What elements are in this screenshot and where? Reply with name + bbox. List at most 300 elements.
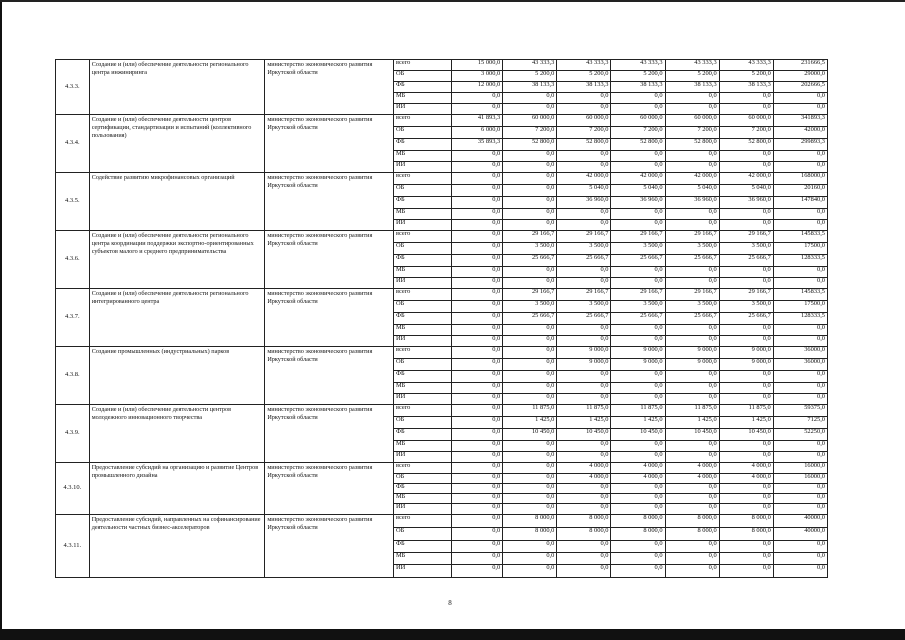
amount-cell: 0,0	[452, 553, 503, 565]
funding-source: ИИ	[393, 336, 451, 347]
funding-source: ОБ	[393, 243, 451, 255]
amount-cell: 0,0	[503, 553, 557, 565]
amount-cell: 8 000,0	[665, 528, 719, 541]
amount-cell: 3 500,0	[665, 301, 719, 313]
amount-cell: 9 000,0	[665, 347, 719, 359]
amount-cell: 0,0	[611, 278, 665, 289]
funding-source: ИИ	[393, 394, 451, 405]
amount-cell: 0,0	[665, 267, 719, 278]
amount-cell: 5 040,0	[719, 185, 773, 197]
amount-cell: 0,0	[611, 220, 665, 231]
total-cell: 145833,5	[773, 289, 827, 301]
amount-cell: 10 450,0	[719, 429, 773, 441]
total-cell: 42000,0	[773, 127, 827, 139]
amount-cell: 7 200,0	[719, 127, 773, 139]
amount-cell: 38 133,3	[503, 82, 557, 93]
total-cell: 17500,0	[773, 301, 827, 313]
amount-cell: 0,0	[503, 452, 557, 463]
total-cell: 0,0	[773, 565, 827, 578]
funding-source: ФБ	[393, 429, 451, 441]
total-cell: 20160,0	[773, 185, 827, 197]
amount-cell: 0,0	[665, 93, 719, 104]
amount-cell: 0,0	[557, 553, 611, 565]
amount-cell: 0,0	[503, 267, 557, 278]
amount-cell: 0,0	[452, 474, 503, 484]
item-number: 4.3.5.	[56, 173, 90, 231]
item-number: 4.3.11.	[56, 515, 90, 578]
funding-source: всего	[393, 115, 451, 127]
total-cell: 231666,5	[773, 60, 827, 71]
amount-cell: 0,0	[557, 336, 611, 347]
amount-cell: 10 450,0	[611, 429, 665, 441]
funding-source: ИИ	[393, 162, 451, 173]
funding-source: всего	[393, 347, 451, 359]
amount-cell: 38 133,3	[665, 82, 719, 93]
amount-cell: 0,0	[557, 494, 611, 504]
amount-cell: 8 000,0	[503, 528, 557, 541]
total-cell: 341893,3	[773, 115, 827, 127]
amount-cell: 0,0	[452, 347, 503, 359]
funding-source: ОБ	[393, 528, 451, 541]
amount-cell: 0,0	[503, 394, 557, 405]
amount-cell: 0,0	[719, 162, 773, 173]
amount-cell: 8 000,0	[719, 515, 773, 528]
amount-cell: 0,0	[452, 429, 503, 441]
total-cell: 128333,5	[773, 313, 827, 325]
amount-cell: 0,0	[719, 541, 773, 553]
amount-cell: 0,0	[557, 452, 611, 463]
amount-cell: 0,0	[452, 162, 503, 173]
amount-cell: 0,0	[557, 441, 611, 452]
amount-cell: 3 500,0	[719, 301, 773, 313]
funding-source: ИИ	[393, 504, 451, 515]
funding-source: ОБ	[393, 71, 451, 82]
table-row	[56, 60, 828, 71]
amount-cell: 11 875,0	[503, 405, 557, 417]
amount-cell: 0,0	[665, 565, 719, 578]
amount-cell: 0,0	[557, 383, 611, 394]
amount-cell: 4 000,0	[611, 474, 665, 484]
amount-cell: 0,0	[452, 220, 503, 231]
amount-cell: 0,0	[503, 484, 557, 494]
amount-cell: 3 500,0	[503, 301, 557, 313]
amount-cell: 0,0	[611, 267, 665, 278]
amount-cell: 1 425,0	[503, 417, 557, 429]
amount-cell: 38 133,3	[719, 82, 773, 93]
amount-cell: 29 166,7	[719, 289, 773, 301]
funding-source: всего	[393, 289, 451, 301]
amount-cell: 0,0	[557, 504, 611, 515]
amount-cell: 5 040,0	[665, 185, 719, 197]
amount-cell: 0,0	[557, 209, 611, 220]
amount-cell: 29 166,7	[611, 231, 665, 243]
amount-cell: 0,0	[452, 93, 503, 104]
amount-cell: 0,0	[452, 515, 503, 528]
total-cell: 0,0	[773, 553, 827, 565]
total-cell: 0,0	[773, 267, 827, 278]
amount-cell: 0,0	[611, 494, 665, 504]
amount-cell: 0,0	[665, 441, 719, 452]
amount-cell: 0,0	[611, 336, 665, 347]
measure-name: Предоставление субсидий на организацию и развитие Центров промышленного дизайна	[89, 463, 265, 515]
amount-cell: 0,0	[452, 336, 503, 347]
table-row	[56, 289, 828, 301]
funding-source: ИИ	[393, 565, 451, 578]
amount-cell: 0,0	[611, 371, 665, 383]
amount-cell: 1 425,0	[611, 417, 665, 429]
executor: министерство экономического развития Иркутской области	[265, 347, 394, 405]
funding-source: ФБ	[393, 541, 451, 553]
amount-cell: 4 000,0	[557, 474, 611, 484]
amount-cell: 0,0	[557, 151, 611, 162]
amount-cell: 0,0	[665, 553, 719, 565]
amount-cell: 5 200,0	[719, 71, 773, 82]
amount-cell: 12 000,0	[452, 82, 503, 93]
amount-cell: 1 425,0	[719, 417, 773, 429]
amount-cell: 0,0	[557, 484, 611, 494]
amount-cell: 8 000,0	[611, 515, 665, 528]
amount-cell: 3 500,0	[557, 301, 611, 313]
amount-cell: 0,0	[557, 565, 611, 578]
item-number: 4.3.3.	[56, 60, 90, 115]
amount-cell: 43 333,3	[557, 60, 611, 71]
amount-cell: 0,0	[452, 417, 503, 429]
funding-source: ФБ	[393, 139, 451, 151]
amount-cell: 11 875,0	[557, 405, 611, 417]
amount-cell: 7 200,0	[611, 127, 665, 139]
amount-cell: 5 040,0	[611, 185, 665, 197]
amount-cell: 6 000,0	[452, 127, 503, 139]
amount-cell: 0,0	[611, 104, 665, 115]
amount-cell: 29 166,7	[665, 231, 719, 243]
amount-cell: 0,0	[611, 394, 665, 405]
amount-cell: 0,0	[452, 394, 503, 405]
amount-cell: 5 200,0	[665, 71, 719, 82]
amount-cell: 0,0	[665, 209, 719, 220]
amount-cell: 0,0	[452, 173, 503, 185]
total-cell: 40000,0	[773, 528, 827, 541]
measure-name: Создание промышленных (индустриальных) парков	[89, 347, 265, 405]
table-row	[56, 173, 828, 185]
amount-cell: 52 800,0	[719, 139, 773, 151]
scan-bottom-edge	[0, 629, 905, 640]
amount-cell: 0,0	[719, 104, 773, 115]
amount-cell: 43 333,3	[611, 60, 665, 71]
amount-cell: 42 000,0	[719, 173, 773, 185]
amount-cell: 0,0	[719, 441, 773, 452]
amount-cell: 0,0	[452, 243, 503, 255]
amount-cell: 0,0	[452, 255, 503, 267]
amount-cell: 0,0	[719, 504, 773, 515]
funding-source: всего	[393, 463, 451, 474]
amount-cell: 0,0	[719, 394, 773, 405]
amount-cell: 0,0	[503, 278, 557, 289]
amount-cell: 0,0	[557, 541, 611, 553]
amount-cell: 0,0	[503, 371, 557, 383]
total-cell: 29000,0	[773, 71, 827, 82]
funding-source: ОБ	[393, 127, 451, 139]
total-cell: 7125,0	[773, 417, 827, 429]
amount-cell: 0,0	[557, 220, 611, 231]
funding-source: МБ	[393, 553, 451, 565]
amount-cell: 0,0	[611, 162, 665, 173]
amount-cell: 0,0	[452, 301, 503, 313]
amount-cell: 15 000,0	[452, 60, 503, 71]
amount-cell: 0,0	[452, 185, 503, 197]
amount-cell: 60 000,0	[557, 115, 611, 127]
amount-cell: 0,0	[557, 104, 611, 115]
amount-cell: 0,0	[611, 93, 665, 104]
total-cell: 0,0	[773, 325, 827, 336]
total-cell: 0,0	[773, 541, 827, 553]
amount-cell: 0,0	[665, 104, 719, 115]
amount-cell: 25 666,7	[611, 255, 665, 267]
amount-cell: 1 425,0	[557, 417, 611, 429]
funding-source: МБ	[393, 383, 451, 394]
amount-cell: 0,0	[503, 463, 557, 474]
funding-source: ФБ	[393, 484, 451, 494]
amount-cell: 0,0	[503, 494, 557, 504]
amount-cell: 0,0	[452, 504, 503, 515]
measure-name: Создание и (или) обеспечение деятельности центров сертификации, стандартизации и испытаний (коллективного пользования)	[89, 115, 265, 173]
amount-cell: 4 000,0	[557, 463, 611, 474]
amount-cell: 52 800,0	[611, 139, 665, 151]
amount-cell: 0,0	[452, 359, 503, 371]
item-number: 4.3.8.	[56, 347, 90, 405]
amount-cell: 29 166,7	[503, 289, 557, 301]
amount-cell: 0,0	[665, 278, 719, 289]
measure-name: Создание и (или) обеспечение деятельности регионального центра инжиниринга	[89, 60, 265, 115]
amount-cell: 25 666,7	[557, 313, 611, 325]
amount-cell: 8 000,0	[557, 515, 611, 528]
amount-cell: 0,0	[719, 371, 773, 383]
total-cell: 17500,0	[773, 243, 827, 255]
amount-cell: 9 000,0	[611, 359, 665, 371]
amount-cell: 25 666,7	[719, 255, 773, 267]
amount-cell: 25 666,7	[503, 255, 557, 267]
amount-cell: 5 200,0	[611, 71, 665, 82]
amount-cell: 0,0	[503, 209, 557, 220]
funding-source: ФБ	[393, 82, 451, 93]
funding-source: ИИ	[393, 452, 451, 463]
executor: министерство экономического развития Иркутской области	[265, 463, 394, 515]
total-cell: 299893,3	[773, 139, 827, 151]
total-cell: 0,0	[773, 220, 827, 231]
amount-cell: 0,0	[611, 209, 665, 220]
amount-cell: 0,0	[503, 359, 557, 371]
amount-cell: 0,0	[452, 565, 503, 578]
amount-cell: 0,0	[452, 494, 503, 504]
executor: министерство экономического развития Иркутской области	[265, 60, 394, 115]
amount-cell: 0,0	[452, 151, 503, 162]
amount-cell: 0,0	[503, 151, 557, 162]
measure-name: Предоставление субсидий, направленных на софинансирование деятельности частных бизнес-акселераторов	[89, 515, 265, 578]
amount-cell: 0,0	[665, 504, 719, 515]
total-cell: 145833,5	[773, 231, 827, 243]
table-row	[56, 115, 828, 127]
amount-cell: 52 800,0	[665, 139, 719, 151]
amount-cell: 0,0	[665, 494, 719, 504]
funding-source: МБ	[393, 267, 451, 278]
amount-cell: 0,0	[503, 441, 557, 452]
funding-source: МБ	[393, 151, 451, 162]
amount-cell: 0,0	[503, 325, 557, 336]
amount-cell: 9 000,0	[719, 359, 773, 371]
amount-cell: 0,0	[719, 383, 773, 394]
amount-cell: 0,0	[665, 220, 719, 231]
amount-cell: 9 000,0	[557, 347, 611, 359]
amount-cell: 7 200,0	[665, 127, 719, 139]
amount-cell: 9 000,0	[665, 359, 719, 371]
amount-cell: 38 133,3	[557, 82, 611, 93]
amount-cell: 41 893,3	[452, 115, 503, 127]
amount-cell: 3 500,0	[503, 243, 557, 255]
amount-cell: 0,0	[503, 541, 557, 553]
amount-cell: 42 000,0	[611, 173, 665, 185]
amount-cell: 3 500,0	[665, 243, 719, 255]
measure-name: Создание и (или) обеспечение деятельности центров молодежного инновационного творчества	[89, 405, 265, 463]
amount-cell: 0,0	[719, 565, 773, 578]
amount-cell: 25 666,7	[503, 313, 557, 325]
amount-cell: 4 000,0	[719, 474, 773, 484]
funding-source: ОБ	[393, 359, 451, 371]
amount-cell: 7 200,0	[503, 127, 557, 139]
total-cell: 36000,0	[773, 359, 827, 371]
amount-cell: 0,0	[452, 528, 503, 541]
amount-cell: 0,0	[719, 93, 773, 104]
total-cell: 16000,0	[773, 474, 827, 484]
funding-source: ИИ	[393, 104, 451, 115]
amount-cell: 0,0	[719, 220, 773, 231]
funding-source: МБ	[393, 93, 451, 104]
amount-cell: 29 166,7	[503, 231, 557, 243]
total-cell: 0,0	[773, 441, 827, 452]
amount-cell: 0,0	[557, 267, 611, 278]
funding-source: ОБ	[393, 417, 451, 429]
table-row	[56, 347, 828, 359]
amount-cell: 0,0	[611, 441, 665, 452]
amount-cell: 0,0	[503, 474, 557, 484]
funding-source: ФБ	[393, 371, 451, 383]
amount-cell: 10 450,0	[557, 429, 611, 441]
amount-cell: 0,0	[452, 209, 503, 220]
budget-table	[55, 59, 828, 578]
funding-source: ИИ	[393, 220, 451, 231]
funding-source: ФБ	[393, 313, 451, 325]
funding-source: ОБ	[393, 301, 451, 313]
amount-cell: 3 500,0	[611, 243, 665, 255]
scan-left-edge	[0, 0, 2, 640]
executor: министерство экономического развития Иркутской области	[265, 115, 394, 173]
amount-cell: 0,0	[719, 452, 773, 463]
amount-cell: 52 800,0	[557, 139, 611, 151]
amount-cell: 0,0	[452, 325, 503, 336]
amount-cell: 0,0	[611, 541, 665, 553]
total-cell: 0,0	[773, 104, 827, 115]
amount-cell: 42 000,0	[557, 173, 611, 185]
measure-name: Содействие развитию микрофинансовых организаций	[89, 173, 265, 231]
total-cell: 0,0	[773, 394, 827, 405]
amount-cell: 43 333,3	[719, 60, 773, 71]
amount-cell: 0,0	[452, 267, 503, 278]
amount-cell: 29 166,7	[665, 289, 719, 301]
amount-cell: 5 040,0	[557, 185, 611, 197]
amount-cell: 36 960,0	[719, 197, 773, 209]
amount-cell: 0,0	[719, 494, 773, 504]
amount-cell: 9 000,0	[611, 347, 665, 359]
amount-cell: 0,0	[719, 484, 773, 494]
amount-cell: 0,0	[665, 383, 719, 394]
amount-cell: 0,0	[719, 209, 773, 220]
amount-cell: 0,0	[503, 383, 557, 394]
total-cell: 52250,0	[773, 429, 827, 441]
amount-cell: 9 000,0	[719, 347, 773, 359]
amount-cell: 0,0	[611, 504, 665, 515]
amount-cell: 0,0	[611, 565, 665, 578]
total-cell: 0,0	[773, 484, 827, 494]
executor: министерство экономического развития Иркутской области	[265, 515, 394, 578]
executor: министерство экономического развития Иркутской области	[265, 231, 394, 289]
amount-cell: 1 425,0	[665, 417, 719, 429]
amount-cell: 0,0	[503, 173, 557, 185]
measure-name: Создание и (или) обеспечение деятельности регионального центра координации поддержки экспортно-ориентированных субъектов малого и среднего предпринимательства	[89, 231, 265, 289]
amount-cell: 60 000,0	[611, 115, 665, 127]
amount-cell: 0,0	[719, 278, 773, 289]
total-cell: 0,0	[773, 151, 827, 162]
amount-cell: 43 333,3	[503, 60, 557, 71]
funding-source: ФБ	[393, 197, 451, 209]
amount-cell: 0,0	[665, 325, 719, 336]
funding-source: всего	[393, 405, 451, 417]
amount-cell: 0,0	[452, 484, 503, 494]
total-cell: 0,0	[773, 383, 827, 394]
funding-source: ИИ	[393, 278, 451, 289]
funding-source: ОБ	[393, 474, 451, 484]
amount-cell: 0,0	[503, 93, 557, 104]
amount-cell: 0,0	[611, 553, 665, 565]
total-cell: 168000,0	[773, 173, 827, 185]
total-cell: 0,0	[773, 452, 827, 463]
funding-source: всего	[393, 173, 451, 185]
amount-cell: 25 666,7	[665, 255, 719, 267]
amount-cell: 0,0	[665, 394, 719, 405]
amount-cell: 36 960,0	[665, 197, 719, 209]
table-row	[56, 231, 828, 243]
amount-cell: 0,0	[665, 484, 719, 494]
amount-cell: 38 133,3	[611, 82, 665, 93]
amount-cell: 0,0	[611, 151, 665, 162]
amount-cell: 8 000,0	[557, 528, 611, 541]
amount-cell: 25 666,7	[557, 255, 611, 267]
amount-cell: 4 000,0	[719, 463, 773, 474]
total-cell: 0,0	[773, 209, 827, 220]
amount-cell: 0,0	[452, 541, 503, 553]
amount-cell: 0,0	[611, 383, 665, 394]
item-number: 4.3.9.	[56, 405, 90, 463]
item-number: 4.3.10.	[56, 463, 90, 515]
amount-cell: 25 666,7	[719, 313, 773, 325]
amount-cell: 0,0	[503, 104, 557, 115]
amount-cell: 0,0	[665, 452, 719, 463]
amount-cell: 0,0	[665, 151, 719, 162]
measure-name: Создание и (или) обеспечение деятельности регионального интегрированного центра	[89, 289, 265, 347]
amount-cell: 0,0	[452, 197, 503, 209]
amount-cell: 0,0	[452, 104, 503, 115]
amount-cell: 0,0	[452, 278, 503, 289]
funding-source: всего	[393, 231, 451, 243]
amount-cell: 36 960,0	[611, 197, 665, 209]
funding-source: ОБ	[393, 185, 451, 197]
